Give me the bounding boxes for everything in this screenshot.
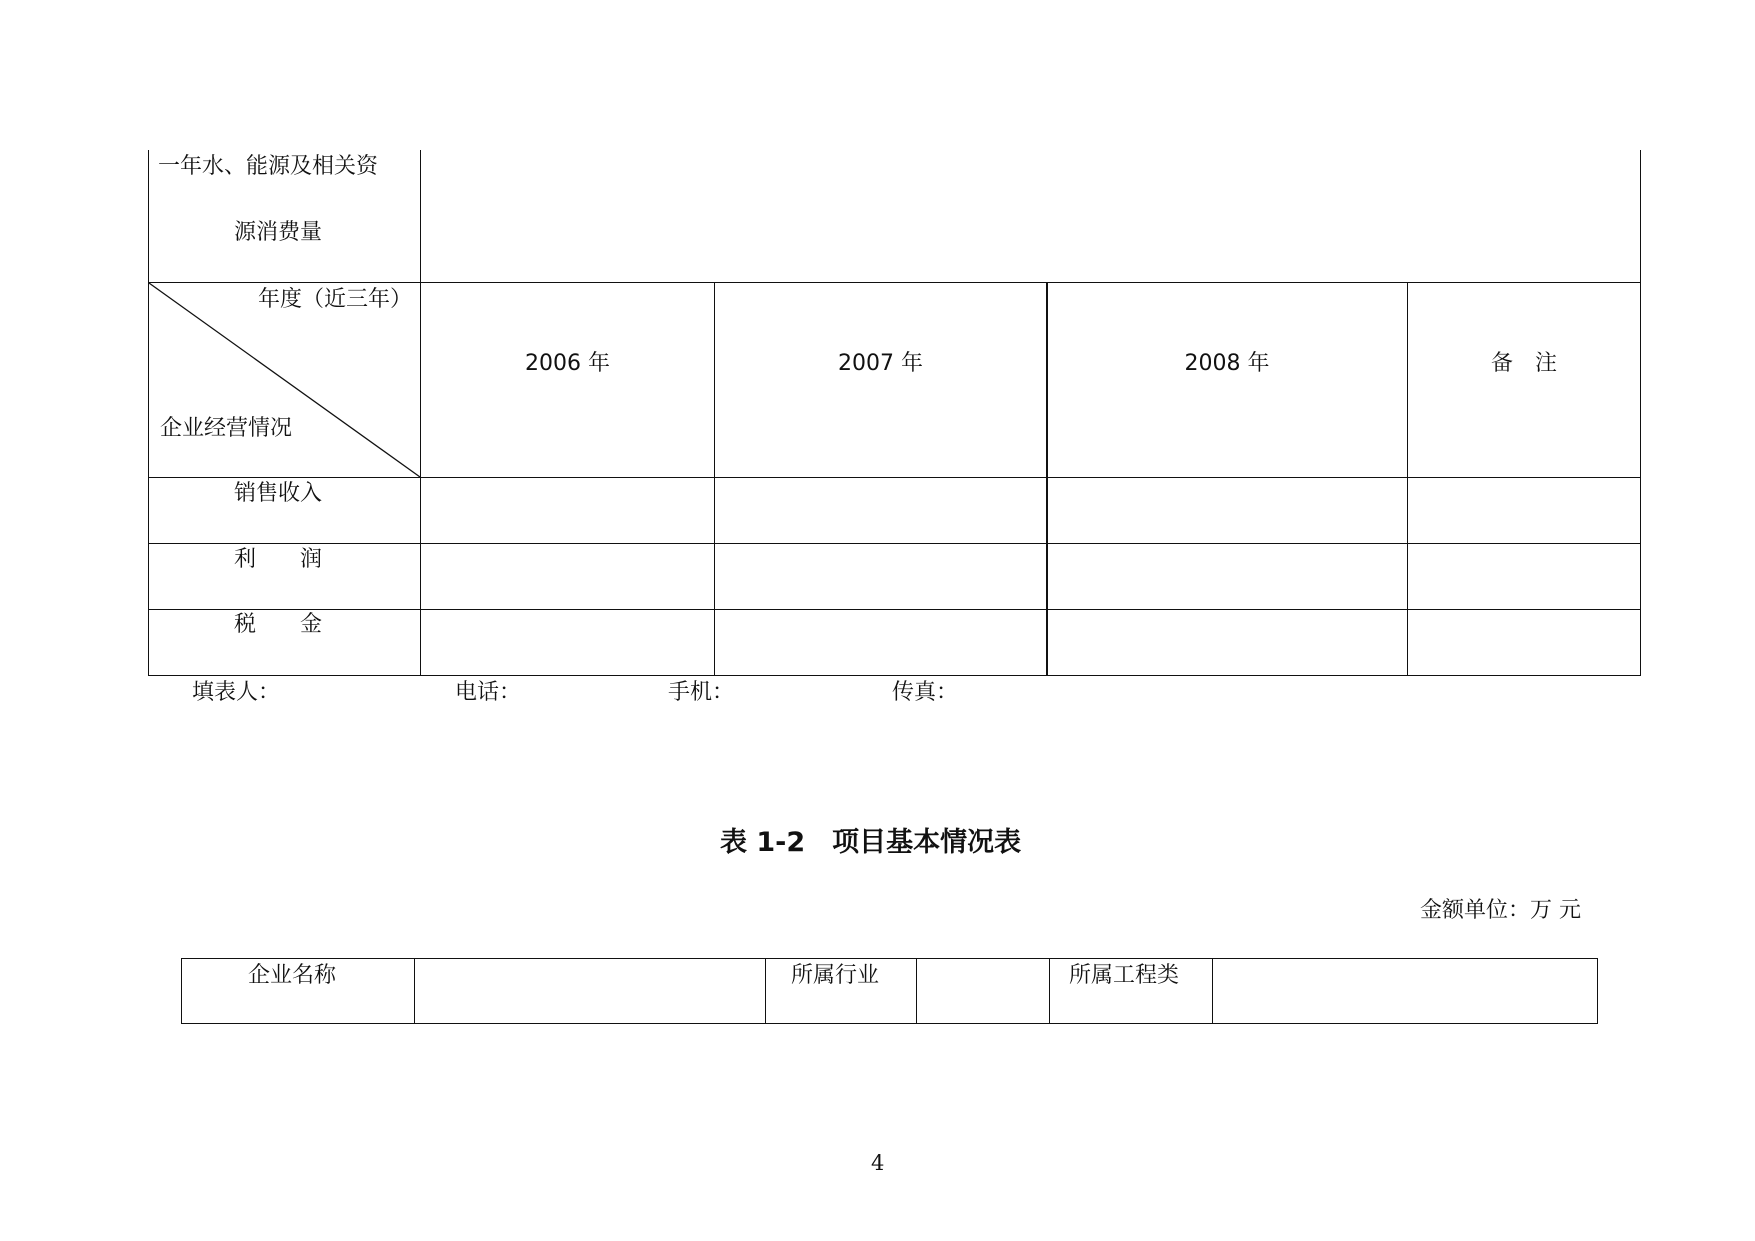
preparer-label: 填表人：	[192, 680, 281, 705]
header-operations-label: 企业经营情况	[160, 416, 293, 441]
mobile-label: 手机：	[668, 680, 735, 705]
column-header-2006: 2006 年	[525, 351, 610, 376]
resource-consumption-label-line2: 源消费量	[234, 220, 323, 245]
row-label-profit: 利 润	[234, 547, 323, 572]
column-header-2008: 2008 年	[1184, 351, 1270, 376]
company-name-label: 企业名称	[248, 963, 337, 988]
table-1-2-title: 表 1-2 项目基本情况表	[720, 827, 1022, 858]
row-label-sales-revenue: 销售收入	[234, 481, 323, 506]
amount-unit-note: 金额单位：万 元	[1420, 898, 1581, 923]
engineering-type-label: 所属工程类	[1069, 963, 1180, 988]
column-header-remarks: 备 注	[1490, 351, 1557, 376]
resource-consumption-label-line1: 一年水、能源及相关资	[158, 154, 379, 179]
phone-label: 电话：	[455, 680, 522, 705]
industry-label: 所属行业	[791, 963, 880, 988]
header-year-label: 年度（近三年）	[258, 287, 413, 312]
row-label-tax: 税 金	[234, 612, 323, 637]
column-header-2007: 2007 年	[838, 351, 923, 376]
page-number: 4	[871, 1151, 885, 1175]
fax-label: 传真：	[892, 680, 959, 705]
